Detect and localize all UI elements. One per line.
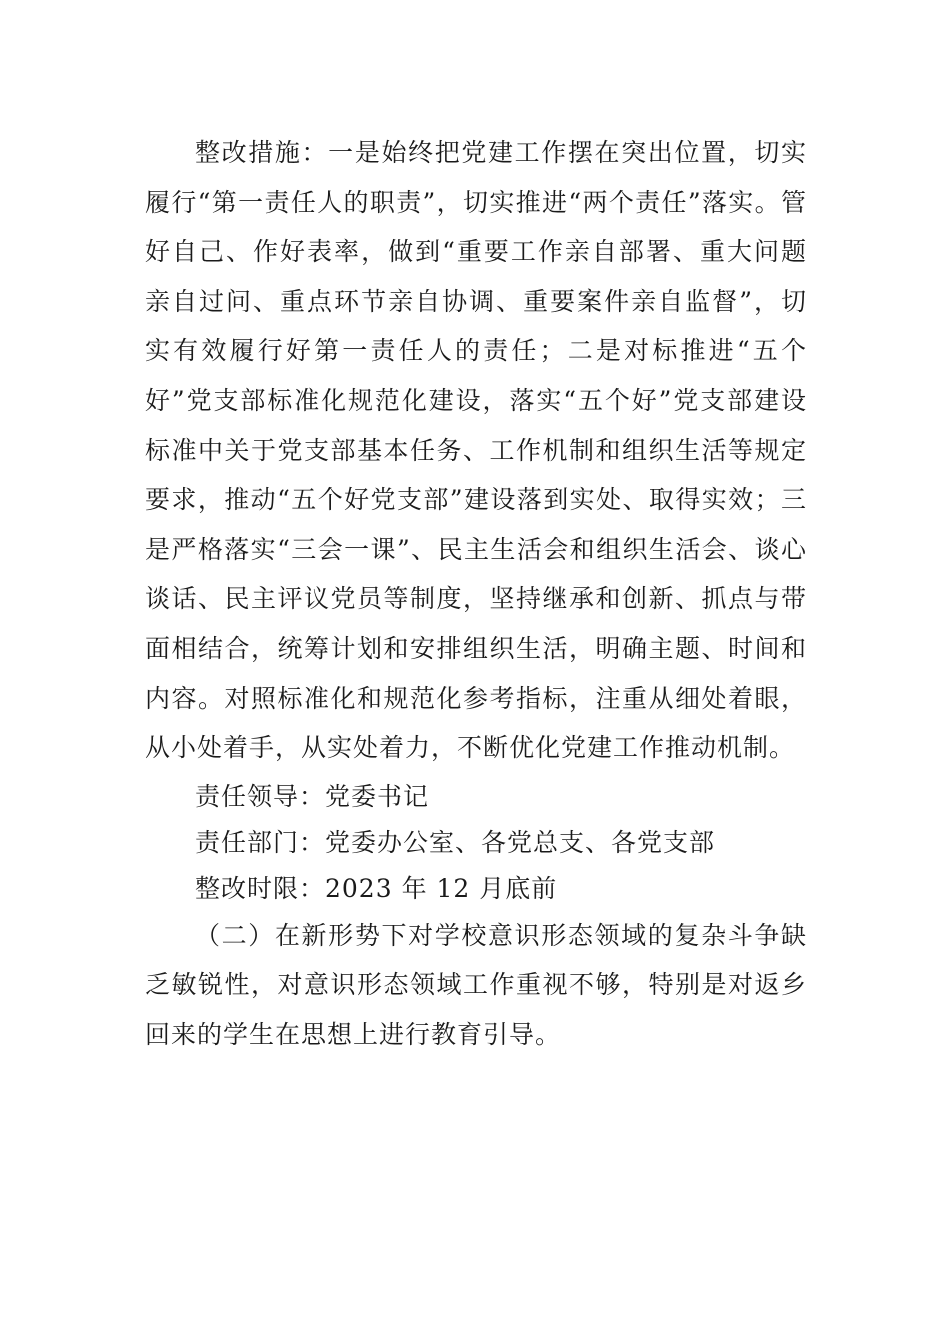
issue-two-paragraph: （二）在新形势下对学校意识形态领域的复杂斗争缺乏敏锐性，对意识形态领域工作重视不够，特别是对返乡回来的学生在思想上进行教育引导。 [145,920,807,1049]
document-page [145,128,807,1060]
responsible-leader-line: 责任领导：党委书记 [195,781,430,811]
deadline-line: 整改时限：2023 年 12 月底前 [195,873,558,903]
responsible-department-line: 责任部门：党委办公室、各党总支、各党支部 [195,827,716,857]
rectification-measures-paragraph: 整改措施：一是始终把党建工作摆在突出位置，切实履行“第一责任人的职责”，切实推进“两个责任”落实。管好自己、作好表率，做到“重要工作亲自部署、重大问题亲自过问、重点环节亲自协调、重要案件亲自监督”，切实有效履行好第一责任人的责任；二是对标推进“五个好”党支部标准化规范化建设，落实“五个好”党支部建设标准中关于党支部基本任务、工作机制和组织生活等规定要求，推动“五个好党支部”建设落到实处、取得实效；三是严格落实“三会一课”、民主生活会和组织生活会、谈心谈话、民主评议党员等制度，坚持继承和创新、抓点与带面相结合，统筹计划和安排组织生活，明确主题、时间和内容。对照标准化和规范化参考指标，注重从细处着眼，从小处着手，从实处着力，不断优化党建工作推动机制。 [145,138,807,763]
